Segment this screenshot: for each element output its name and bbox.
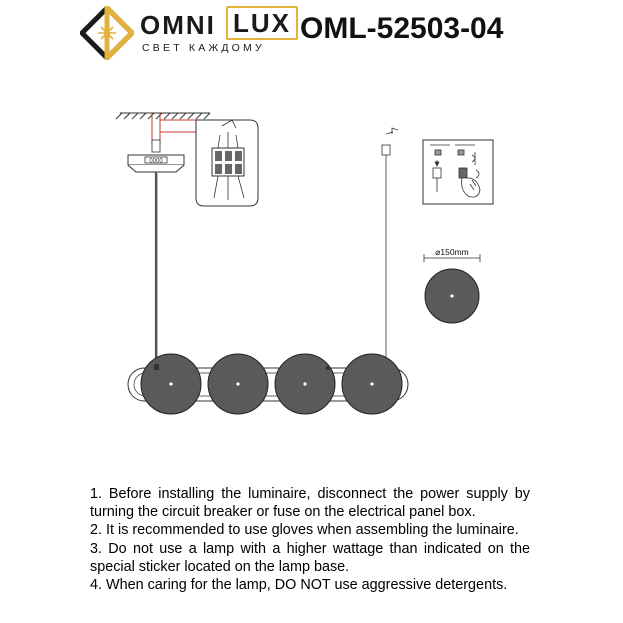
disc-shades	[141, 354, 402, 414]
brand-name-lux: LUX	[226, 6, 298, 40]
disc-diameter-label: ⌀150mm	[435, 247, 469, 257]
ceiling-hatch	[116, 113, 210, 119]
brand-name-omni: OMNI	[140, 10, 216, 40]
terminal-block-detail	[196, 120, 258, 206]
instruction-item: 4. When caring for the lamp, DO NOT use aggressive detergents.	[90, 577, 508, 594]
model-number: OML-52503-04	[300, 12, 504, 45]
switch-label: 0000	[149, 158, 163, 165]
instruction-item: 2. It is recommended to use gloves when assembling the luminaire.	[90, 522, 519, 539]
instructions-list	[90, 485, 530, 594]
instruction-item: 3. Do not use a lamp with a higher wattage than indicated on the special sticker located on the lamp base.	[90, 540, 530, 575]
instruction-item: 1. Before installing the luminaire, disconnect the power supply by turning the circuit breaker or fuse on the electrical panel box.	[90, 486, 530, 521]
bulb-install-detail	[423, 140, 493, 204]
brand-tagline: СВЕТ КАЖДОМУ	[142, 42, 265, 54]
ceiling-canopy	[128, 140, 184, 172]
suspension-cable-right	[382, 128, 398, 368]
disc-dimension-detail	[424, 247, 480, 323]
